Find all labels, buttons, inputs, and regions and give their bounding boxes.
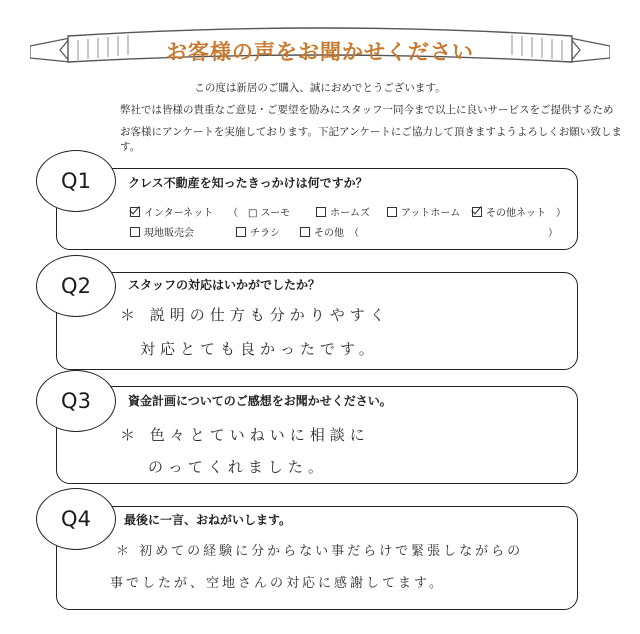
q3-answer-line-2: のってくれました。 [148, 458, 328, 476]
q3-badge: Q3 [36, 370, 116, 432]
checkbox-icon [236, 227, 246, 237]
q1-option-other-net[interactable]: その他ネット ） [472, 204, 566, 219]
q1-question: クレス不動産を知ったきっかけは何ですか？ [128, 176, 368, 190]
q1-close-paren: ） [548, 228, 558, 239]
q3-question: 資金計画についてのご感想をお聞かせください。 [128, 394, 392, 408]
q1-option-flyer[interactable]: チラシ [236, 224, 280, 239]
intro-line-1: この度は新居のご購入、誠におめでとうございます。 [194, 82, 446, 94]
q4-question: 最後に一言、おねがいします。 [124, 513, 292, 527]
checkbox-icon [316, 207, 326, 217]
q1-option-open-house[interactable]: 現地販売会 [130, 224, 194, 239]
checkbox-checked-icon [130, 207, 140, 217]
checkbox-icon [300, 227, 310, 237]
intro-line-3: お客様にアンケートを実施しております。下記アンケートにご協力して頂きますようよろしくお願い致します。 [120, 126, 622, 153]
intro-line-2: 弊社では皆様の貴重なご意見・ご要望を励みにスタッフ一同今まで以上に良いサービスをご提供するため [120, 104, 614, 116]
q4-badge: Q4 [36, 488, 116, 550]
q4-answer-line-1: ＊ 初めての経験に分からない事だらけで緊張しながらの [116, 544, 524, 559]
q1-option-other[interactable]: その他 （ [300, 224, 359, 239]
checkbox-icon [130, 227, 140, 237]
q1-option-suumo[interactable]: （ □ スーモ [228, 208, 291, 219]
q1-option-athome[interactable]: アットホーム [387, 204, 460, 219]
q2-badge: Q2 [36, 255, 116, 317]
q4-answer-line-2: 事でしたが、空地さんの対応に感謝してます。 [110, 576, 445, 591]
survey-title: お客様の声をお聞かせください [166, 40, 474, 64]
checkbox-checked-icon [472, 207, 482, 217]
q2-answer-line-2: 対応とても良かったです。 [140, 340, 379, 358]
q2-answer-line-1: ＊ 説明の仕方も分かりやすく [120, 306, 390, 324]
q1-badge: Q1 [36, 150, 116, 212]
q2-question: スタッフの対応はいかがでしたか？ [128, 278, 321, 292]
checkbox-icon [387, 207, 397, 217]
q1-option-internet[interactable]: インターネット [130, 204, 213, 219]
q3-answer-line-1: ＊ 色々とていねいに相談に [120, 426, 370, 444]
q1-option-homes[interactable]: ホームズ [316, 204, 370, 219]
